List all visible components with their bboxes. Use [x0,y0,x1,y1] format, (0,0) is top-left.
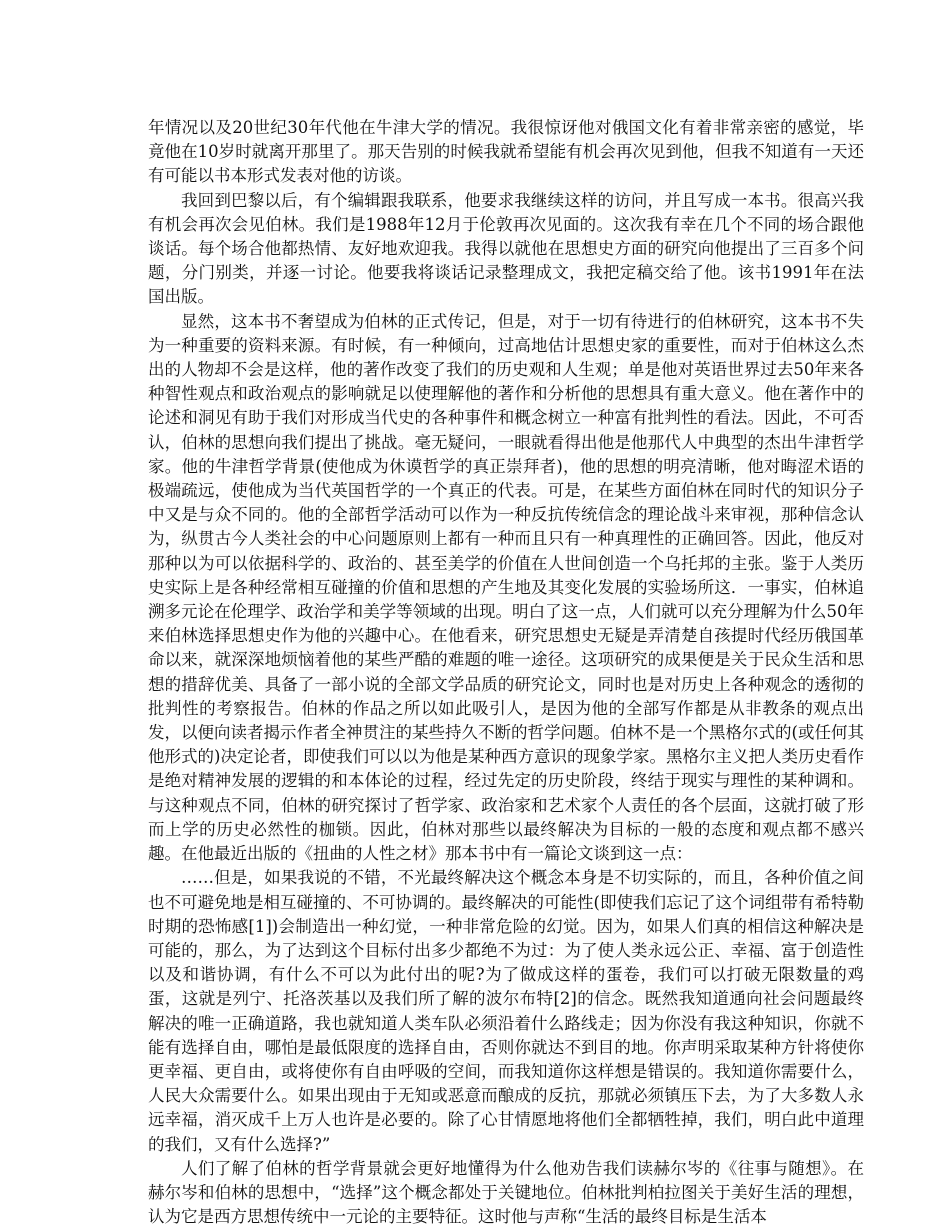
quotation-paragraph: ……但是，如果我说的不错，不光最终解决这个概念本身是不切实际的，而且，各种价值之间也不可避免地是相互碰撞的、不可协调的。最终解决的可能性(即使我们忘记了这个词组带有希特勒时期的恐怖感[1])会制造出一种幻觉，一种非常危险的幻觉。因为，如果人们真的相信这种解决是可能的，那么，为了达到这个目标付出多少都绝不为过：为了使人类永远公正、幸福、富于创造性以及和谐协调，有什么不可以为此付出的呢?为了做成这样的蛋卷，我们可以打破无限数量的鸡蛋，这就是列宁、托洛茨基以及我们所了解的波尔布特[2]的信念。既然我知道通向社会问题最终解决的唯一正确道路，我也就知道人类车队必须沿着什么路线走；因为你没有我这种知识，你就不能有选择自由，哪怕是最低限度的选择自由，否则你就达不到目的地。你声明采取某种方针将使你更幸福、更自由，或将使你有自由呼吸的空间，而我知道你这样想是错误的。我知道你需要什么，人民大众需要什么。如果出现由于无知或恶意而酿成的反抗，那就必须镇压下去，为了大多数人永远幸福，消灭成千上万人也许是必要的。除了心甘情愿地将他们全都牺牲掉，我们，明白此中道理的我们，又有什么选择?” [148,868,864,1154]
document-page [148,116,864,1229]
paragraph-5: 人们了解了伯林的哲学背景就会更好地懂得为什么他劝告我们读赫尔岑的《往事与随想》。在赫尔岑和伯林的思想中，“选择”这个概念都处于关键地位。伯林批判柏拉图关于美好生活的理想，认为它是西方思想传统中一元论的主要特征。这时他与声称“生活的最终目标是生活本 [148,1158,864,1227]
paragraph-3: 显然，这本书不奢望成为伯林的正式传记，但是，对于一切有待进行的伯林研究，这本书不失为一种重要的资料来源。有时候，有一种倾向，过高地估计思想史家的重要性，而对于伯林这么杰出的人物却不会是这样，他的著作改变了我们的历史观和人生观；单是他对英语世界过去50年来各种智性观点和政治观点的影响就足以使理解他的著作和分析他的思想具有重大意义。他在著作中的论述和洞见有助于我们对形成当代史的各种事件和概念树立一种富有批判性的看法。因此，不可否认，伯林的思想向我们提出了挑战。毫无疑问，一眼就看得出他是他那代人中典型的杰出牛津哲学家。他的牛津哲学背景(使他成为休谟哲学的真正崇拜者)，他的思想的明亮清晰，他对晦涩术语的极端疏远，使他成为当代英国哲学的一个真正的代表。可是，在某些方面伯林在同时代的知识分子中又是与众不同的。他的全部哲学活动可以作为一种反抗传统信念的理论战斗来审视，那种信念认为，纵贯古今人类社会的中心问题原则上都有一种而且只有一种真理性的正确回答。因此，他反对那种以为可以依据科学的、政治的、甚至美学的价值在人世间创造一个乌托邦的主张。鉴于人类历史实际上是各种经常相互碰撞的价值和思想的产生地及其变化发展的实验场所这．一事实，伯林追溯多元论在伦理学、政治学和美学等领域的出现。明白了这一点，人们就可以充分理解为什么50年来伯林选择思想史作为他的兴趣中心。在他看来，研究思想史无疑是弄清楚自孩提时代经历俄国革命以来，就深深地烦恼着他的某些严酷的难题的唯一途径。这项研究的成果便是关于民众生活和思想的措辞优美、具备了一部小说的全部文学品质的研究论文，同时也是对历史上各种观念的透彻的批判性的考察报告。伯林的作品之所以如此吸引人，是因为他的全部写作都是从非教条的观点出发，以便向读者揭示作者全神贯注的某些持久不断的哲学问题。伯林不是一个黑格尔式的(或任何其他形式的)决定论者，即使我们可以以为他是某种西方意识的现象学家。黑格尔主义把人类历史看作是绝对精神发展的逻辑的和本体论的过程，经过先定的历史阶段，终结于现实与理性的某种调和。与这种观点不同，伯林的研究探讨了哲学家、政治家和艺术家个人责任的各个层面，这就打破了形而上学的历史必然性的枷锁。因此，伯林对那些以最终解决为目标的一般的态度和观点都不感兴趣。在他最近出版的《扭曲的人性之材》那本书中有一篇论文谈到这一点： [148,311,864,864]
paragraph-2: 我回到巴黎以后，有个编辑跟我联系，他要求我继续这样的访问，并且写成一本书。很高兴我有机会再次会见伯林。我们是1988年12月于伦敦再次见面的。这次我有幸在几个不同的场合跟他谈话。每个场合他都热情、友好地欢迎我。我得以就他在思想史方面的研究向他提出了三百多个问题，分门别类，并逐一讨论。他要我将谈话记录整理成文，我把定稿交给了他。该书1991年在法国出版。 [148,190,864,307]
paragraph-1: 年情况以及20世纪30年代他在牛津大学的情况。我很惊讶他对俄国文化有着非常亲密的感觉，毕竟他在10岁时就离开那里了。那天告别的时候我就希望能有机会再次见到他，但我不知道有一天还有可能以书本形式发表对他的访谈。 [148,118,864,186]
